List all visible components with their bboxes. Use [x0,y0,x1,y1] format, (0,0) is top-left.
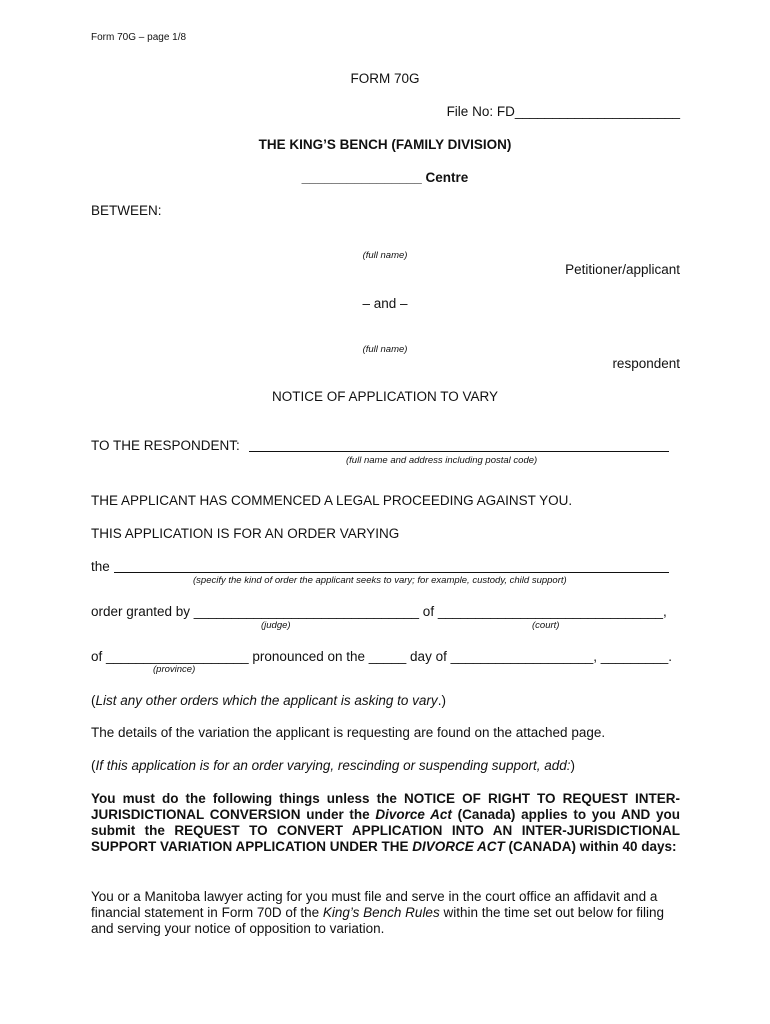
respondent-address-line[interactable] [249,451,669,452]
order-granted-line: order granted by ______________________________ of ______________________________, [91,604,667,619]
respondent-address-caption: (full name and address including postal code) [346,455,538,466]
order-kind-prefix: the [91,559,110,574]
application-for: THIS APPLICATION IS FOR AN ORDER VARYING [91,526,400,541]
notice-title: NOTICE OF APPLICATION TO VARY [271,389,499,404]
between-label: BETWEEN: [91,203,162,218]
centre-name: ________________ Centre [301,170,469,185]
lawyer-paragraph: You or a Manitoba lawyer acting for you must file and serve in the court office an affidavit and a financial statement in Form 70D of the King’s Bench Rules within the time set out below for filing and serving your notice of opposition to variation. [91,889,665,936]
court-caption: (court) [532,620,560,631]
petitioner-label: Petitioner/applicant [565,262,680,277]
variation-details: The details of the variation the applicant is requesting are found on the attached page. [91,725,606,740]
form-title: FORM 70G [350,71,420,86]
court-name: THE KING’S BENCH (FAMILY DIVISION) [258,137,512,152]
pronounced-line: of ___________________ pronounced on the _____ day of ___________________, _________. [91,649,673,664]
respondent-name-caption: (full name) [362,344,408,355]
order-kind-caption: (specify the kind of order the applicant seeks to vary; for example, custody, child support) [193,575,567,586]
commenced-statement: THE APPLICANT HAS COMMENCED A LEGAL PROCEEDING AGAINST YOU. [91,493,573,508]
and-separator: – and – [362,296,408,311]
must-do-paragraph: You must do the following things unless the NOTICE OF RIGHT TO REQUEST INTER-JURISDICTIONAL CONVERSION under the Divorce Act (Canada) applies to you AND you submit the REQUEST TO CONVERT APPLICATION INTO AN INTER-JURISDICTIONAL SUPPORT VARIATION APPLICATION UNDER THE DIVORCE ACT (CANADA) within 40 days: [91,791,680,854]
judge-caption: (judge) [261,620,291,631]
to-respondent-label: TO THE RESPONDENT: [91,438,240,453]
support-instruction: (If this application is for an order varying, rescinding or suspending support, add:) [91,758,576,773]
list-other-orders: (List any other orders which the applicant is asking to vary.) [91,693,446,708]
petitioner-name-caption: (full name) [362,250,408,261]
file-number: File No: FD______________________ [446,104,680,119]
province-caption: (province) [153,664,196,675]
page-header: Form 70G – page 1/8 [91,32,187,43]
respondent-label: respondent [612,356,680,371]
order-kind-line[interactable] [114,572,669,573]
